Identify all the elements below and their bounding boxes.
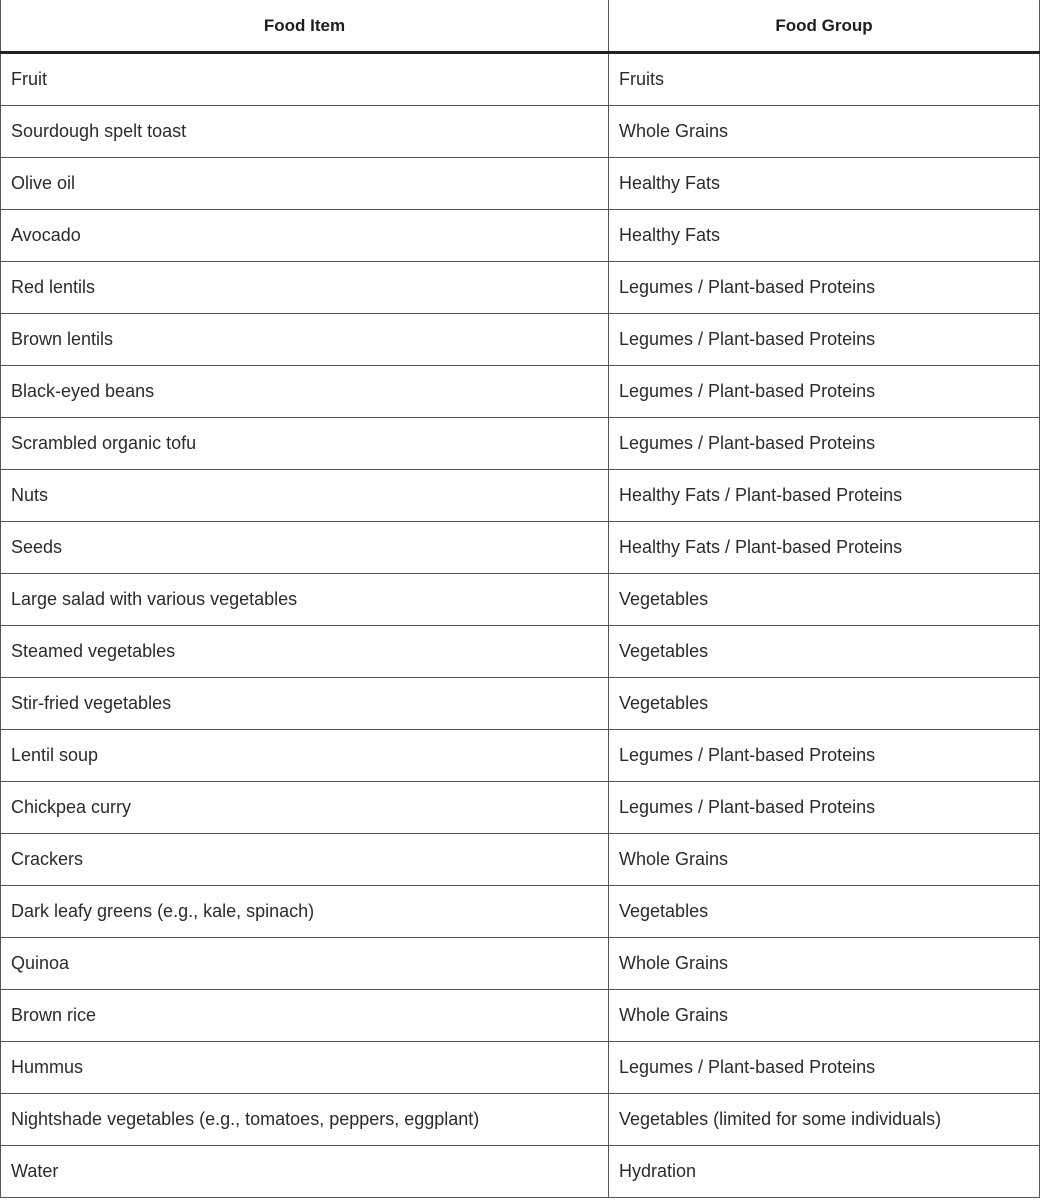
food-group-cell: Whole Grains	[609, 106, 1040, 158]
food-item-cell: Nightshade vegetables (e.g., tomatoes, peppers, eggplant)	[1, 1094, 609, 1146]
table-row	[1, 1094, 1040, 1146]
food-group-cell: Vegetables	[609, 574, 1040, 626]
table-row	[1, 314, 1040, 366]
food-item-cell: Crackers	[1, 834, 609, 886]
food-group-cell: Whole Grains	[609, 990, 1040, 1042]
food-item-cell: Red lentils	[1, 262, 609, 314]
food-group-cell: Fruits	[609, 53, 1040, 106]
food-group-cell: Vegetables	[609, 678, 1040, 730]
food-item-cell: Hummus	[1, 1042, 609, 1094]
food-item-cell: Dark leafy greens (e.g., kale, spinach)	[1, 886, 609, 938]
table-row	[1, 366, 1040, 418]
food-item-cell: Avocado	[1, 210, 609, 262]
table-row	[1, 262, 1040, 314]
food-item-cell: Scrambled organic tofu	[1, 418, 609, 470]
food-item-cell: Brown rice	[1, 990, 609, 1042]
table-row	[1, 1146, 1040, 1198]
header-row	[1, 0, 1040, 53]
food-group-cell: Vegetables	[609, 626, 1040, 678]
food-group-cell: Hydration	[609, 1146, 1040, 1198]
food-group-cell: Legumes / Plant-based Proteins	[609, 418, 1040, 470]
food-item-cell: Nuts	[1, 470, 609, 522]
food-item-cell: Water	[1, 1146, 609, 1198]
food-group-cell: Healthy Fats / Plant-based Proteins	[609, 522, 1040, 574]
table-row	[1, 990, 1040, 1042]
table-row	[1, 418, 1040, 470]
table-row	[1, 210, 1040, 262]
food-item-cell: Brown lentils	[1, 314, 609, 366]
table-row	[1, 678, 1040, 730]
food-group-cell: Legumes / Plant-based Proteins	[609, 782, 1040, 834]
table-row	[1, 158, 1040, 210]
table-row	[1, 53, 1040, 106]
food-item-cell: Olive oil	[1, 158, 609, 210]
table-row	[1, 886, 1040, 938]
food-item-cell: Steamed vegetables	[1, 626, 609, 678]
food-group-cell: Whole Grains	[609, 834, 1040, 886]
food-group-cell: Whole Grains	[609, 938, 1040, 990]
food-group-cell: Healthy Fats / Plant-based Proteins	[609, 470, 1040, 522]
food-item-cell: Large salad with various vegetables	[1, 574, 609, 626]
food-group-cell: Legumes / Plant-based Proteins	[609, 730, 1040, 782]
food-item-cell: Seeds	[1, 522, 609, 574]
header-food-group: Food Group	[609, 0, 1040, 53]
food-group-cell: Legumes / Plant-based Proteins	[609, 1042, 1040, 1094]
table-row	[1, 938, 1040, 990]
table-row	[1, 730, 1040, 782]
table-row	[1, 782, 1040, 834]
food-group-cell: Vegetables (limited for some individuals)	[609, 1094, 1040, 1146]
table-row	[1, 574, 1040, 626]
food-item-cell: Chickpea curry	[1, 782, 609, 834]
food-group-cell: Legumes / Plant-based Proteins	[609, 262, 1040, 314]
food-group-cell: Healthy Fats	[609, 210, 1040, 262]
table-row	[1, 1042, 1040, 1094]
table-row	[1, 834, 1040, 886]
food-group-cell: Legumes / Plant-based Proteins	[609, 366, 1040, 418]
food-item-cell: Stir-fried vegetables	[1, 678, 609, 730]
food-item-cell: Black-eyed beans	[1, 366, 609, 418]
food-group-cell: Vegetables	[609, 886, 1040, 938]
food-item-cell: Quinoa	[1, 938, 609, 990]
food-item-cell: Lentil soup	[1, 730, 609, 782]
food-item-cell: Fruit	[1, 53, 609, 106]
table-row	[1, 626, 1040, 678]
header-food-item: Food Item	[1, 0, 609, 53]
table-row	[1, 522, 1040, 574]
food-group-cell: Healthy Fats	[609, 158, 1040, 210]
food-item-cell: Sourdough spelt toast	[1, 106, 609, 158]
table-row	[1, 106, 1040, 158]
table-row	[1, 470, 1040, 522]
food-group-cell: Legumes / Plant-based Proteins	[609, 314, 1040, 366]
